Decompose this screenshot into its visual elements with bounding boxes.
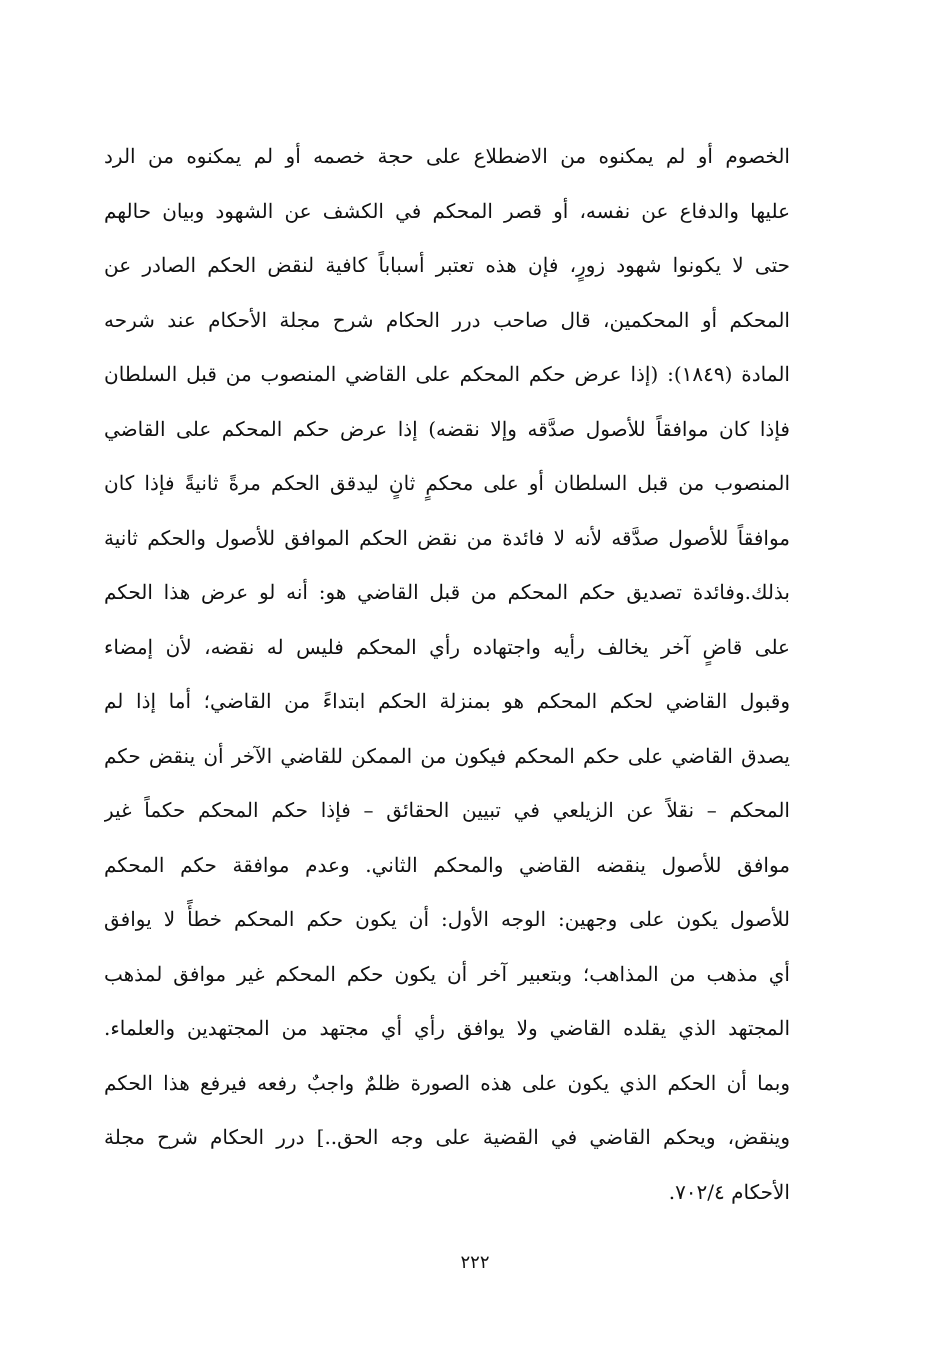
text-line: المنصوب من قبل السلطان أو على محكمٍ ثانٍ ليدقق الحكم مرةً ثانيةً فإذا كان	[104, 471, 790, 495]
body-text	[104, 129, 790, 1219]
text-line: يصدق القاضي على حكم المحكم فيكون من الممكن للقاضي الآخر أن ينقض حكم	[104, 743, 790, 768]
text-line: المجتهد الذي يقلده القاضي ولا يوافق رأي أي مجتهد من المجتهدين والعلماء.	[104, 1016, 790, 1040]
text-line: المحكم – نقلاً عن الزيلعي في تبيين الحقائق – فإذا حكم المحكم حكماً غير	[104, 798, 790, 822]
text-line: المادة (١٨٤٩): (إذا عرض حكم المحكم على القاضي المنصوب من قبل السلطان	[104, 362, 790, 386]
text-line: عليها والدفاع عن نفسه، أو قصر المحكم في الكشف عن الشهود وبيان حالهم	[104, 198, 790, 223]
text-line: فإذا كان موافقاً للأصول صدَّقه وإلا نقضه) إذا عرض حكم المحكم على القاضي	[104, 416, 790, 441]
text-line: أي مذهب من المذاهب؛ وبتعبير آخر أن يكون حكم المحكم غير موافق لمذهب	[104, 961, 790, 986]
text-line: المحكم أو المحكمين، قال صاحب درر الحكام شرح مجلة الأحكام عند شرحه	[104, 307, 790, 332]
text-line: وبما أن الحكم الذي يكون على هذه الصورة ظلمٌ واجبٌ رفعه فيرفع هذا الحكم	[104, 1070, 790, 1095]
text-line: على قاضٍ آخر يخالف رأيه واجتهاده رأي المحكم فليس له نقضه، لأن إمضاء	[104, 634, 790, 659]
page-number: ٢٢٢	[460, 1252, 490, 1273]
text-line: موافق للأصول ينقضه القاضي والمحكم الثاني. وعدم موافقة حكم المحكم	[104, 852, 790, 877]
text-line: وينقض، ويحكم القاضي في القضية على وجه الحق..] درر الحكام شرح مجلة	[104, 1125, 790, 1149]
text-line: وقبول القاضي لحكم المحكم هو بمنزلة الحكم ابتداءً من القاضي؛ أما إذا لم	[104, 689, 790, 713]
text-line: موافقاً للأصول صدَّقه لأنه لا فائدة من نقض الحكم الموافق للأصول والحكم ثانية	[104, 525, 790, 550]
text-line: للأصول يكون على وجهين: الوجه الأول: أن يكون حكم المحكم خطأً لا يوافق	[104, 907, 790, 931]
text-line: الأحكام ٧٠٢/٤.	[668, 1179, 790, 1204]
text-line: حتى لا يكونوا شهود زورٍ، فإن هذه تعتبر أسباباً كافية لنقض الحكم الصادر عن	[104, 253, 790, 277]
text-line: بذلك.وفائدة تصديق حكم المحكم من قبل القاضي هو: أنه لو عرض هذا الحكم	[104, 580, 790, 604]
text-line: الخصوم أو لم يمكنوه من الاضطلاع على حجة خصمه أو لم يمكنوه من الرد	[104, 144, 790, 168]
